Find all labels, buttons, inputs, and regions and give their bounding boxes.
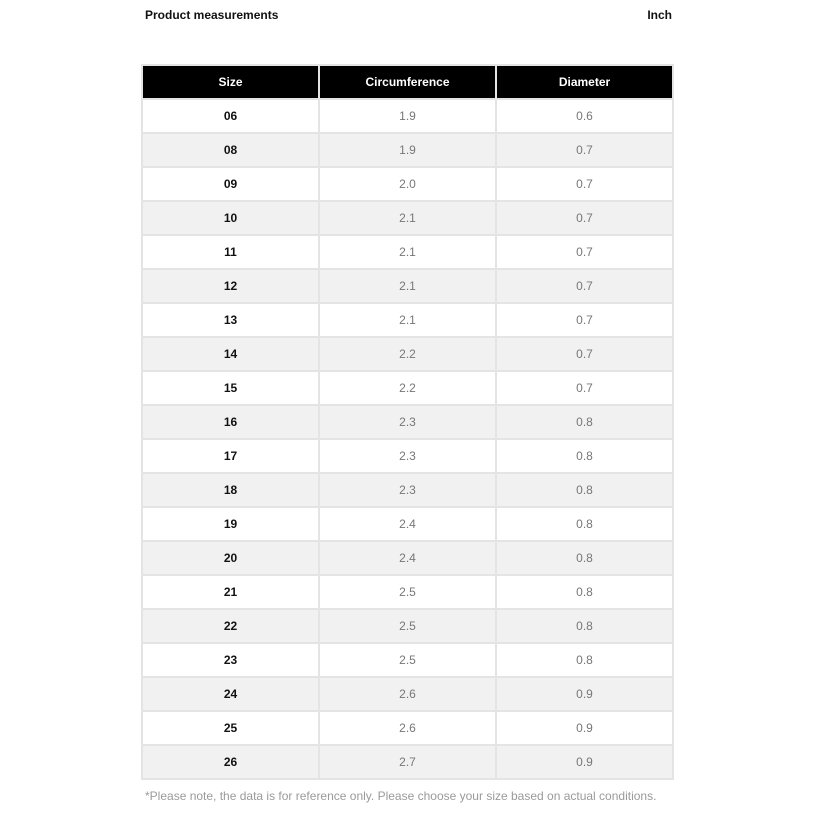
- table-row: [142, 745, 673, 779]
- table-row: [142, 643, 673, 677]
- size-cell: 15: [142, 371, 319, 405]
- table-header-row: [142, 65, 673, 99]
- table-row: [142, 507, 673, 541]
- size-cell: 26: [142, 745, 319, 779]
- circumference-cell: 2.6: [319, 711, 496, 745]
- column-header-size: Size: [142, 65, 319, 99]
- diameter-cell: 0.9: [496, 677, 673, 711]
- circumference-cell: 2.6: [319, 677, 496, 711]
- page-header: [145, 7, 672, 23]
- circumference-cell: 2.1: [319, 303, 496, 337]
- circumference-cell: 2.1: [319, 269, 496, 303]
- size-table-container: [141, 64, 674, 780]
- diameter-cell: 0.7: [496, 201, 673, 235]
- size-cell: 12: [142, 269, 319, 303]
- circumference-cell: 1.9: [319, 99, 496, 133]
- circumference-cell: 1.9: [319, 133, 496, 167]
- table-body: [142, 99, 673, 779]
- size-cell: 08: [142, 133, 319, 167]
- circumference-cell: 2.1: [319, 235, 496, 269]
- size-cell: 24: [142, 677, 319, 711]
- table-row: [142, 711, 673, 745]
- circumference-cell: 2.0: [319, 167, 496, 201]
- diameter-cell: 0.9: [496, 711, 673, 745]
- circumference-cell: 2.1: [319, 201, 496, 235]
- size-cell: 25: [142, 711, 319, 745]
- table-row: [142, 405, 673, 439]
- circumference-cell: 2.7: [319, 745, 496, 779]
- table-row: [142, 303, 673, 337]
- circumference-cell: 2.4: [319, 541, 496, 575]
- unit-label: Inch: [647, 8, 672, 22]
- diameter-cell: 0.8: [496, 575, 673, 609]
- table-row: [142, 269, 673, 303]
- table-row: [142, 473, 673, 507]
- circumference-cell: 2.5: [319, 643, 496, 677]
- diameter-cell: 0.7: [496, 235, 673, 269]
- column-header-circumference: Circumference: [319, 65, 496, 99]
- diameter-cell: 0.8: [496, 643, 673, 677]
- circumference-cell: 2.3: [319, 405, 496, 439]
- size-cell: 17: [142, 439, 319, 473]
- table-row: [142, 609, 673, 643]
- size-cell: 18: [142, 473, 319, 507]
- diameter-cell: 0.7: [496, 337, 673, 371]
- diameter-cell: 0.8: [496, 405, 673, 439]
- table-row: [142, 167, 673, 201]
- table-row: [142, 541, 673, 575]
- diameter-cell: 0.7: [496, 269, 673, 303]
- size-cell: 14: [142, 337, 319, 371]
- size-cell: 16: [142, 405, 319, 439]
- diameter-cell: 0.7: [496, 133, 673, 167]
- circumference-cell: 2.3: [319, 439, 496, 473]
- table-row: [142, 439, 673, 473]
- diameter-cell: 0.7: [496, 371, 673, 405]
- circumference-cell: 2.5: [319, 575, 496, 609]
- reference-note: *Please note, the data is for reference only. Please choose your size based on actual conditions.: [145, 789, 657, 803]
- size-cell: 21: [142, 575, 319, 609]
- table-row: [142, 133, 673, 167]
- table-row: [142, 99, 673, 133]
- size-cell: 11: [142, 235, 319, 269]
- page-title: Product measurements: [145, 8, 279, 22]
- diameter-cell: 0.9: [496, 745, 673, 779]
- table-row: [142, 575, 673, 609]
- size-cell: 10: [142, 201, 319, 235]
- size-cell: 19: [142, 507, 319, 541]
- size-cell: 20: [142, 541, 319, 575]
- diameter-cell: 0.8: [496, 609, 673, 643]
- diameter-cell: 0.8: [496, 473, 673, 507]
- diameter-cell: 0.8: [496, 439, 673, 473]
- circumference-cell: 2.4: [319, 507, 496, 541]
- circumference-cell: 2.2: [319, 337, 496, 371]
- size-table: [141, 64, 674, 780]
- size-cell: 13: [142, 303, 319, 337]
- table-row: [142, 337, 673, 371]
- diameter-cell: 0.8: [496, 507, 673, 541]
- circumference-cell: 2.2: [319, 371, 496, 405]
- table-row: [142, 201, 673, 235]
- size-cell: 06: [142, 99, 319, 133]
- circumference-cell: 2.3: [319, 473, 496, 507]
- table-row: [142, 677, 673, 711]
- circumference-cell: 2.5: [319, 609, 496, 643]
- diameter-cell: 0.7: [496, 167, 673, 201]
- size-cell: 22: [142, 609, 319, 643]
- diameter-cell: 0.8: [496, 541, 673, 575]
- diameter-cell: 0.7: [496, 303, 673, 337]
- column-header-diameter: Diameter: [496, 65, 673, 99]
- table-row: [142, 235, 673, 269]
- size-cell: 09: [142, 167, 319, 201]
- diameter-cell: 0.6: [496, 99, 673, 133]
- table-row: [142, 371, 673, 405]
- size-cell: 23: [142, 643, 319, 677]
